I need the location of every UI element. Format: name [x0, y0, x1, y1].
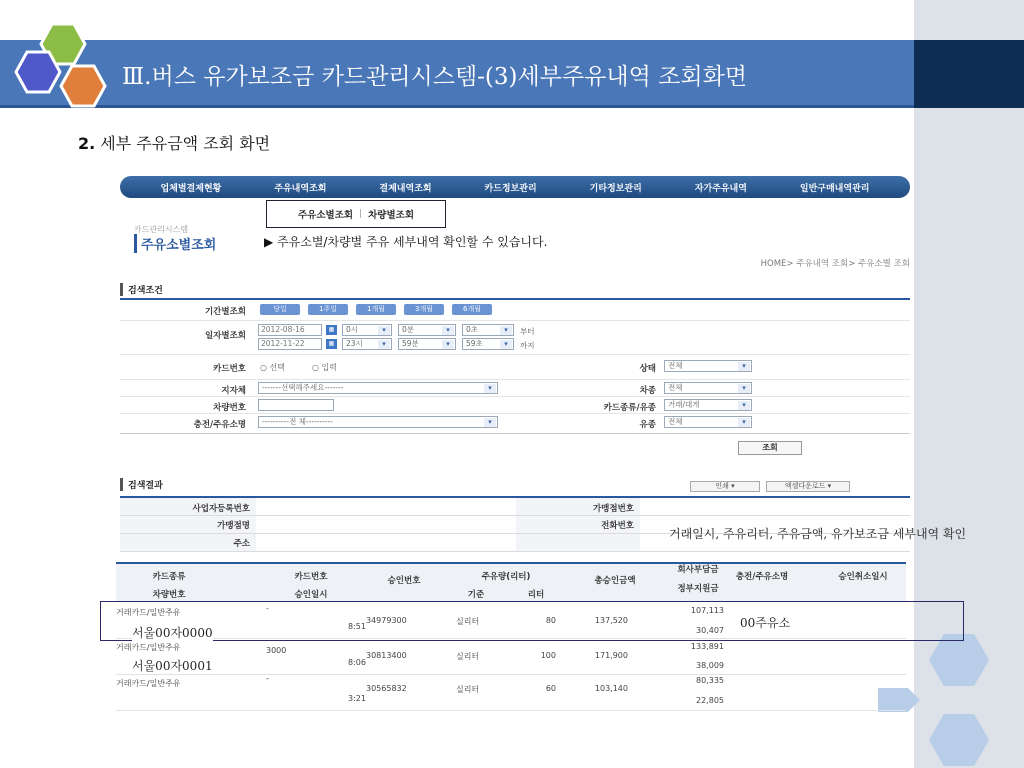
label-card-type-fuel: 카드종류/유종	[603, 403, 656, 413]
row2-liter: 100	[540, 651, 556, 660]
col-standard: 기준	[467, 590, 485, 600]
period-6month-button[interactable]: 6개월	[452, 304, 492, 315]
subtitle-text: 세부 주유금액 조회 화면	[95, 134, 271, 153]
row3-standard: 실리터	[456, 685, 480, 694]
page-heading: 주유소별조회	[134, 234, 216, 253]
col-liter: 리터	[527, 590, 545, 600]
car-type-select[interactable]: 전체 ▾	[664, 382, 752, 394]
tab-by-vehicle[interactable]: 차량별조회	[368, 210, 414, 221]
status-select[interactable]: 전체 ▾	[664, 360, 752, 372]
card-input-radio[interactable]: ○ 입력	[312, 363, 337, 372]
row3-company: 80,335	[696, 676, 724, 685]
label-date: 일자별조회	[204, 331, 246, 341]
date-from-input[interactable]: 2012-08-16	[258, 324, 322, 336]
row3-approval-no: 30565832	[366, 684, 407, 693]
system-label: 카드관리시스템	[134, 225, 189, 234]
period-3month-button[interactable]: 3개월	[404, 304, 444, 315]
date-to-input[interactable]: 2012-11-22	[258, 338, 322, 350]
row2-card-type: 거래카드/일반주유	[116, 643, 181, 652]
region-select[interactable]: -------선택해주세요------- ▾	[258, 382, 498, 394]
nav-item-payment-history[interactable]: 결제내역조회	[379, 183, 432, 194]
fuel-select[interactable]: 전체 ▾	[664, 416, 752, 428]
plate-number-1: 서울00자0000	[132, 626, 213, 640]
row3-subsidy: 22,805	[696, 696, 724, 705]
row2-time: 8:06	[348, 658, 366, 667]
page-description: ▶ 주유소별/차량별 주유 세부내역 확인할 수 있습니다.	[264, 235, 548, 249]
col-car-no: 차량번호	[152, 590, 186, 600]
period-1week-button[interactable]: 1주일	[308, 304, 348, 315]
label-station: 충전/주유소명	[193, 420, 246, 430]
nav-item-card-info[interactable]: 카드정보관리	[484, 183, 537, 194]
car-no-input[interactable]	[258, 399, 334, 411]
search-section-title: 검색조건	[120, 283, 163, 296]
top-nav	[120, 176, 910, 198]
row3-card-type: 거래카드/일반주유	[116, 679, 181, 688]
row2-approval-no: 30813400	[366, 651, 407, 660]
tab-by-station[interactable]: 주유소별조회	[298, 210, 354, 221]
row3-time: 3:21	[348, 694, 366, 703]
label-period: 기간별조회	[204, 307, 246, 317]
row1-time: 8:51	[348, 622, 366, 631]
subtitle-number: 2.	[78, 134, 96, 153]
result-section-title: 검색결과	[120, 478, 163, 491]
nav-item-other-info[interactable]: 기타정보관리	[589, 183, 642, 194]
col-station: 충전/주유소명	[735, 572, 789, 582]
table-header	[116, 562, 906, 602]
minute-from-select[interactable]: 0분 ▾	[398, 324, 456, 336]
hour-from-select[interactable]: 0시 ▾	[342, 324, 392, 336]
col-total: 총승인금액	[594, 576, 636, 586]
title-bar-dark-end	[914, 40, 1024, 108]
col-card-type: 카드종류	[152, 572, 186, 582]
nav-item-merchant-payment[interactable]: 업체별결제현황	[160, 183, 222, 194]
col-cancel-dt: 승인취소일시	[838, 572, 888, 582]
nav-item-fuel-history[interactable]: 주유내역조회	[274, 183, 327, 194]
row1-liter: 80	[545, 616, 556, 625]
search-form	[120, 298, 910, 434]
fuel-detail-table	[116, 562, 906, 730]
col-fuel-qty: 주유량(리터)	[481, 572, 531, 582]
label-car-no: 차량번호	[213, 403, 246, 413]
plate-number-2: 서울00자0001	[132, 659, 213, 673]
period-today-button[interactable]: 당일	[260, 304, 300, 315]
label-address: 주소	[233, 539, 250, 549]
col-card-no: 카드번호	[294, 572, 328, 582]
nav-item-general-purchase[interactable]: 일반구매내역관리	[799, 183, 870, 194]
row3-card-no: -	[266, 674, 269, 683]
row2-subsidy: 38,009	[696, 661, 724, 670]
label-fuel: 유종	[639, 420, 656, 430]
station-name-annotation: 00주유소	[740, 616, 791, 630]
label-status: 상태	[639, 364, 656, 374]
row2-total: 171,900	[594, 651, 628, 660]
slide-title: Ⅲ.버스 유가보조금 카드관리시스템-(3)세부주유내역 조회화면	[122, 64, 748, 90]
breadcrumb: HOME> 주유내역 조회> 주유소별 조회	[760, 259, 910, 269]
calendar-to-icon[interactable]: ▦	[326, 339, 337, 349]
row1-subsidy: 30,407	[696, 626, 724, 635]
row2-standard: 실리터	[456, 652, 480, 661]
col-approval-no: 승인번호	[387, 576, 421, 586]
print-button[interactable]: 인쇄 ▾	[690, 481, 760, 492]
label-region: 지자체	[221, 386, 246, 396]
excel-download-button[interactable]: 엑셀다운로드 ▾	[766, 481, 850, 492]
hexagon-logo-icon	[10, 18, 120, 118]
subtabs	[266, 200, 446, 228]
second-to-select[interactable]: 59초 ▾	[462, 338, 514, 350]
row2-card-no: 3000	[266, 646, 287, 655]
card-select-radio[interactable]: ○ 선택	[260, 363, 285, 372]
from-label: 부터	[520, 327, 535, 336]
nav-item-self-fuel[interactable]: 자가주유내역	[694, 183, 747, 194]
row1-card-type: 거래카드/일반주유	[116, 608, 181, 617]
search-button[interactable]: 조회	[738, 441, 802, 455]
minute-to-select[interactable]: 59분 ▾	[398, 338, 456, 350]
label-phone: 전화번호	[601, 521, 634, 531]
row3-liter: 60	[545, 684, 556, 693]
row1-card-no: -	[266, 604, 269, 613]
row1-company: 107,113	[690, 606, 724, 615]
row3-total: 103,140	[594, 684, 628, 693]
col-subsidy: 정부지원금	[677, 584, 719, 594]
embedded-web-screenshot	[116, 170, 914, 730]
label-merchant-no: 가맹점번호	[592, 504, 634, 514]
card-type-select[interactable]: 거래/대게 ▾	[664, 399, 752, 411]
callout-text: 거래일시, 주유리터, 주유금액, 유가보조금 세부내역 확인	[669, 527, 967, 541]
row1-approval-no: 34979300	[366, 616, 407, 625]
second-from-select[interactable]: 0초 ▾	[462, 324, 514, 336]
calendar-from-icon[interactable]: ▦	[326, 325, 337, 335]
period-1month-button[interactable]: 1개월	[356, 304, 396, 315]
label-card-no: 카드번호	[213, 364, 246, 374]
tab-separator: |	[359, 209, 363, 219]
row1-standard: 실리터	[456, 617, 480, 626]
hour-to-select[interactable]: 23시 ▾	[342, 338, 392, 350]
col-approval-dt: 승인일시	[294, 590, 328, 600]
station-select[interactable]: ----------전 체---------- ▾	[258, 416, 498, 428]
highlight-box	[100, 601, 964, 641]
label-merchant-name: 가맹점명	[217, 521, 250, 531]
to-label: 까지	[520, 341, 535, 350]
row1-total: 137,520	[594, 616, 628, 625]
col-company: 회사부담금	[677, 565, 719, 575]
label-biz-no: 사업자등록번호	[192, 504, 250, 514]
row2-company: 133,891	[690, 642, 724, 651]
label-car-type: 차종	[639, 386, 656, 396]
section-subtitle	[78, 131, 270, 154]
